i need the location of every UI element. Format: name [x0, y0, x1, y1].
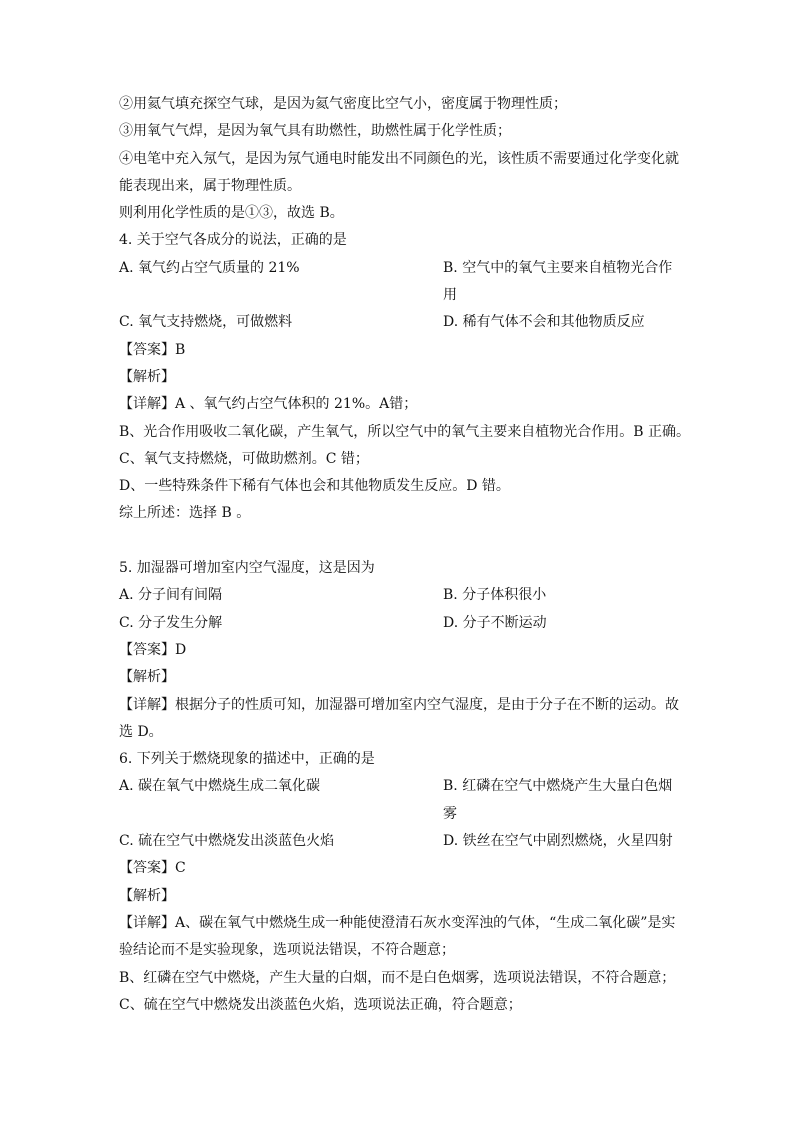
question-6-detail-2: B、红磷在空气中燃烧，产生大量的白烟，而不是白色烟雾，选项说法错误，不符合题意；	[119, 969, 676, 986]
option-c: C. 硫在空气中燃烧发出淡蓝色火焰	[119, 833, 335, 850]
question-6-detail-3: C、硫在空气中燃烧发出淡蓝色火焰，选项说法正确，符合题意；	[119, 996, 522, 1013]
option-c: C. 分子发生分解	[119, 614, 223, 631]
spacer	[119, 528, 681, 555]
analysis-line-2: ②用氦气填充探空气球，是因为氦气密度比空气小，密度属于物理性质；	[119, 96, 567, 112]
question-6-options-row-2	[119, 828, 681, 855]
option-d: D. 铁丝在空气中剧烈燃烧，火星四射	[443, 833, 673, 850]
analysis-line-3: ③用氧气气焊，是因为氧气具有助燃性，助燃性属于化学性质；	[119, 123, 511, 140]
option-c: C. 氧气支持燃烧，可做燃料	[119, 314, 293, 331]
question-6-stem: 6. 下列关于燃烧现象的描述中，正确的是	[119, 751, 375, 768]
question-4-detail-3: C、氧气支持燃烧，可做助燃剂。C 错；	[119, 450, 369, 467]
question-4-options-row-1	[119, 255, 681, 310]
question-6-options-row-1	[119, 773, 681, 828]
question-4-options-row-2	[119, 309, 681, 336]
question-5-stem: 5. 加湿器可增加室内空气湿度，这是因为	[119, 560, 375, 577]
document-page	[119, 91, 691, 1019]
option-a: A. 碳在氧气中燃烧生成二氧化碳	[119, 778, 321, 795]
question-5-analysis-tag: 【解析】	[119, 669, 175, 686]
option-b: B. 空气中的氧气主要来自植物光合作用	[443, 259, 673, 304]
question-4-analysis-tag: 【解析】	[119, 368, 175, 385]
option-d: D. 稀有气体不会和其他物质反应	[443, 314, 645, 331]
option-b: B. 红磷在空气中燃烧产生大量白色烟雾	[443, 778, 673, 822]
question-6-answer: 【答案】C	[119, 860, 186, 877]
option-a: A. 分子间有间隔	[119, 587, 223, 604]
option-a: A. 氧气约占空气质量的 21%	[119, 259, 300, 276]
analysis-line-4: ④电笔中充入氖气，是因为氖气通电时能发出不同颜色的光，该性质不需要通过化学变化就能表现出来，属于物理性质。	[119, 150, 679, 194]
analysis-conclusion: 则利用化学性质的是①③，故选 B。	[119, 205, 344, 222]
option-d: D. 分子不断运动	[443, 614, 547, 631]
question-4-stem: 4. 关于空气各成分的说法，正确的是	[119, 232, 347, 249]
question-5-options-row-2	[119, 610, 681, 637]
question-4-detail-4: D、一些特殊条件下稀有气体也会和其他物质发生反应。D 错。	[119, 478, 510, 495]
option-b: B. 分子体积很小	[443, 587, 547, 604]
question-6-detail-1: 【详解】A、碳在氧气中燃烧生成一种能使澄清石灰水变浑浊的气体，“生成二氧化碳”是实验结论而不是实验现象，选项说法错误，不符合题意；	[119, 914, 676, 959]
question-4-detail-2: B、光合作用吸收二氧化碳，产生氧气，所以空气中的氧气主要来自植物光合作用。B 正确。	[119, 423, 691, 440]
question-4-answer: 【答案】B	[119, 341, 186, 358]
question-5-options-row-1	[119, 582, 681, 609]
question-4-summary: 综上所述：选择 B 。	[119, 505, 251, 522]
question-4-detail-1: 【详解】A 、氧气约占空气体积的 21%。A错；	[119, 396, 418, 413]
question-5-detail: 【详解】根据分子的性质可知，加湿器可增加室内空气湿度，是由于分子在不断的运动。故选 D。	[119, 696, 679, 740]
question-5-answer: 【答案】D	[119, 641, 187, 658]
question-6-analysis-tag: 【解析】	[119, 887, 175, 904]
